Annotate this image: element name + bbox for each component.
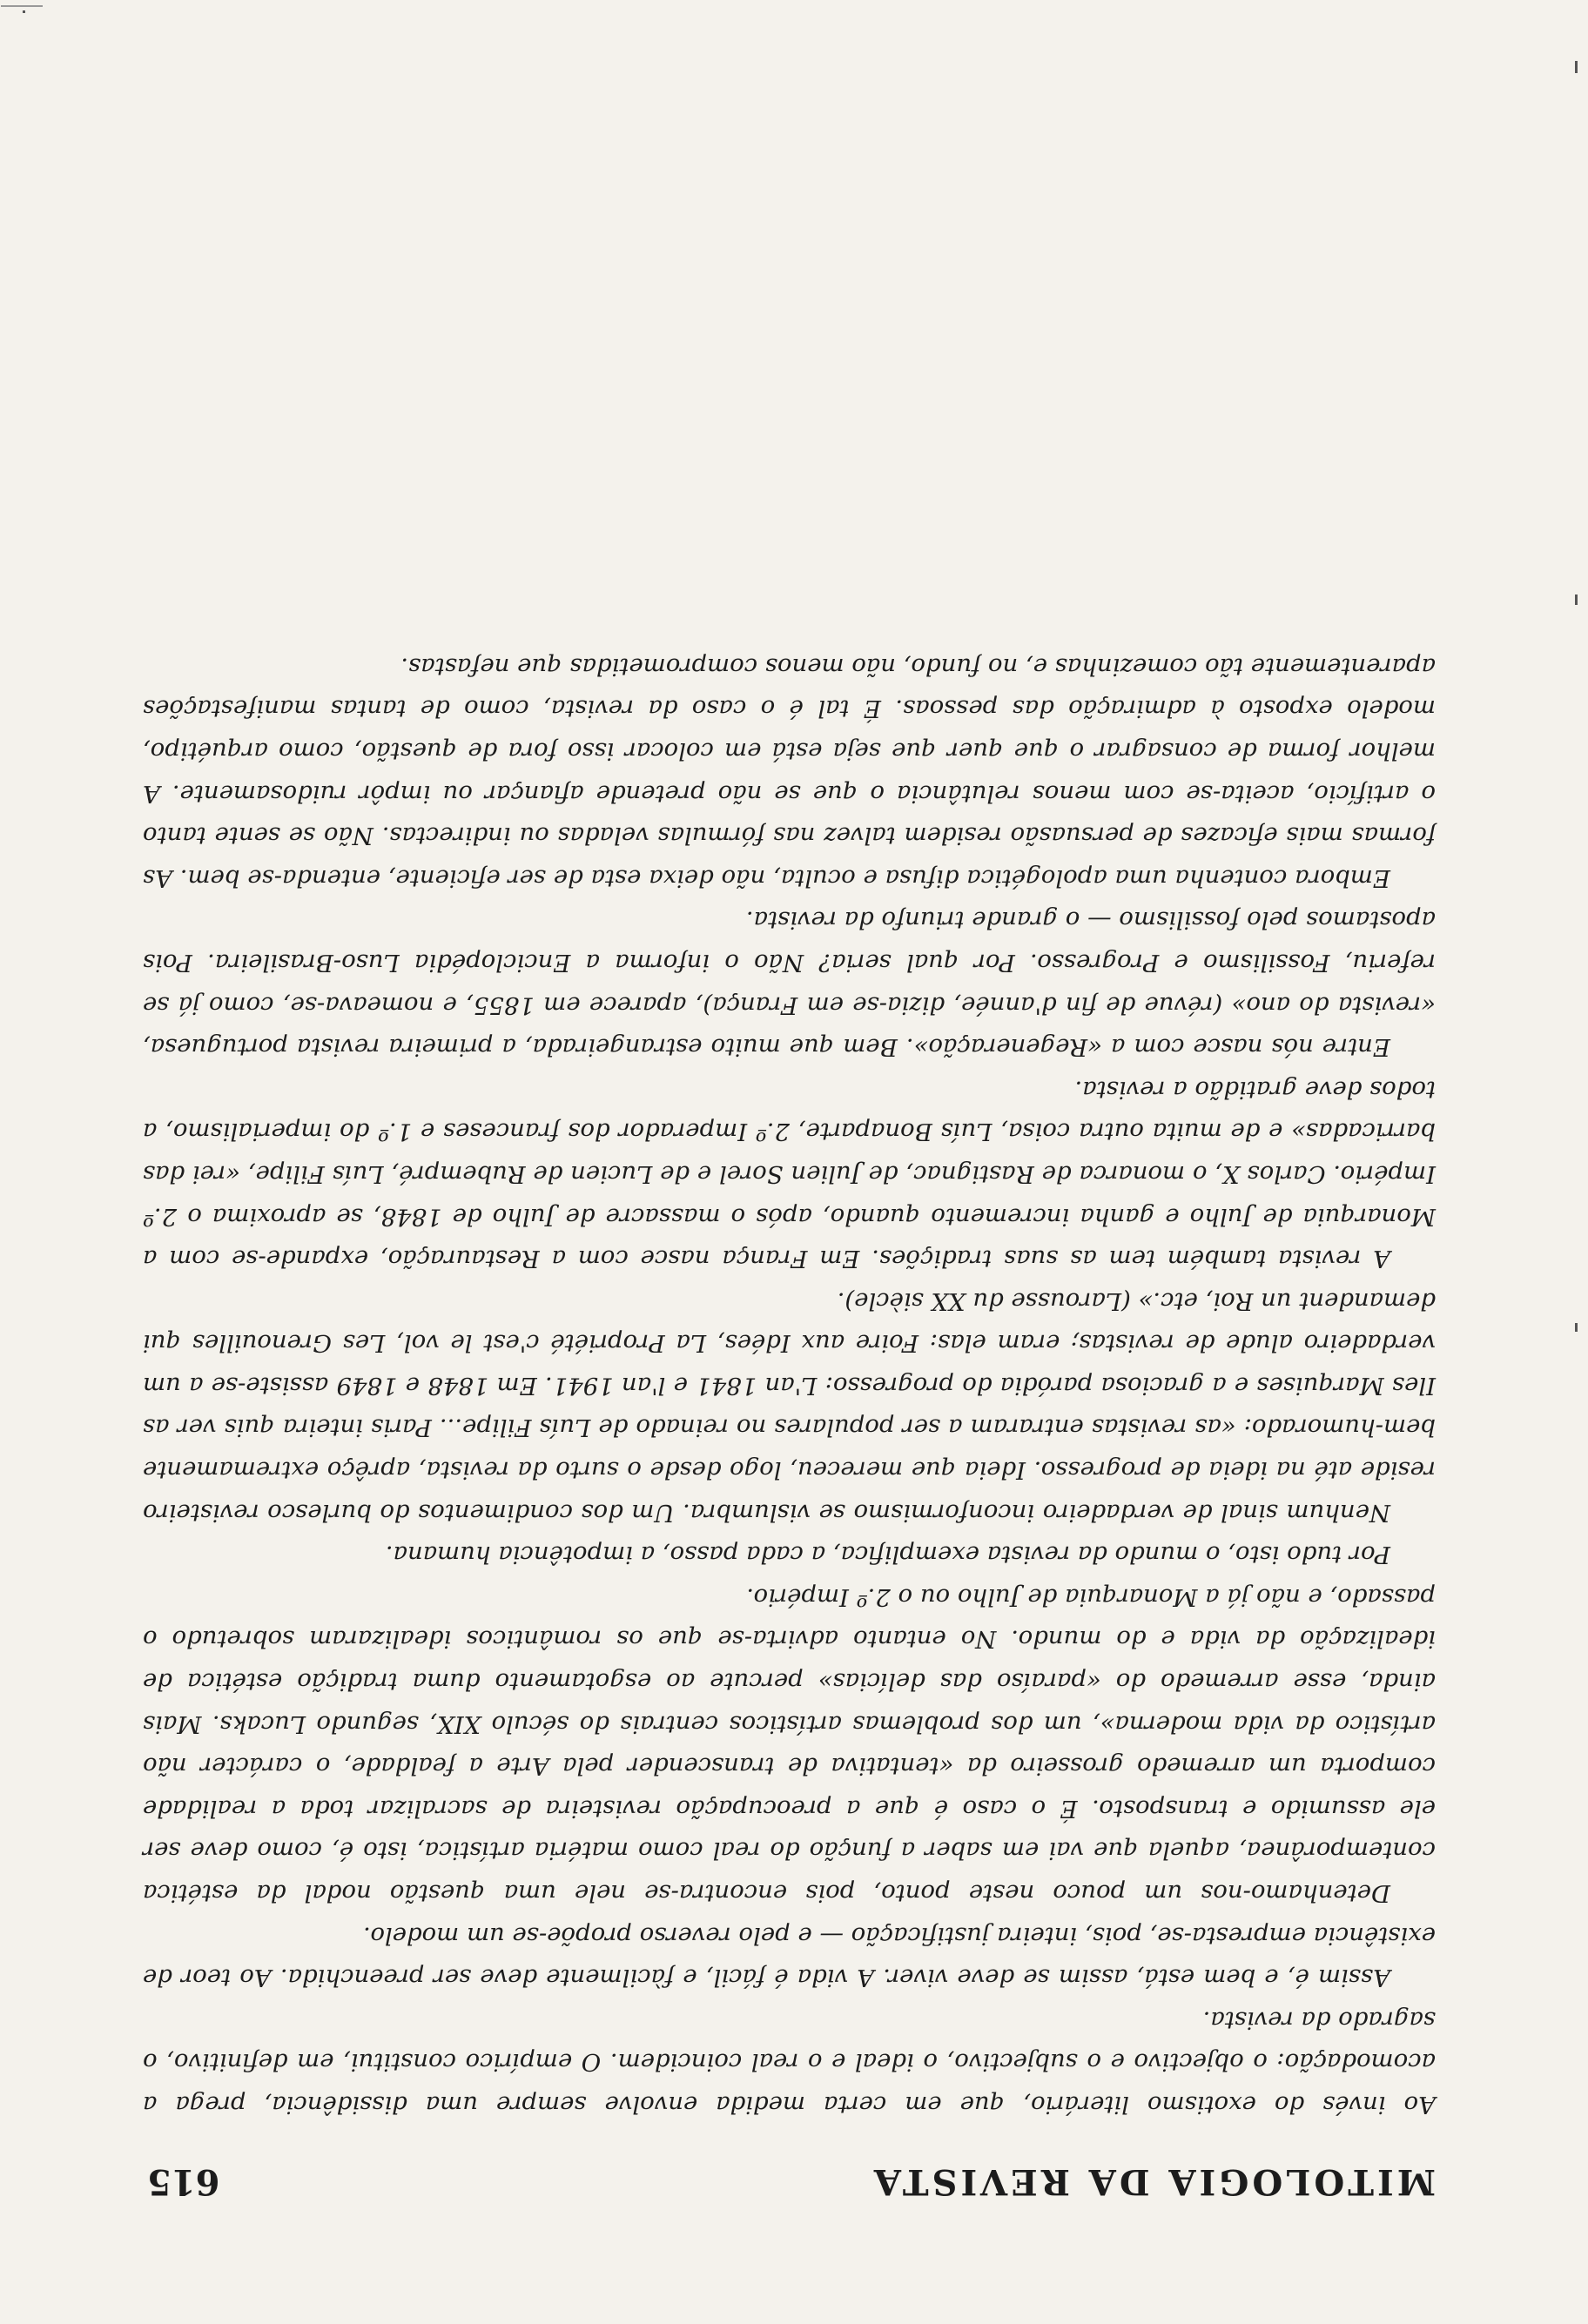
paragraph: Ao invés do exotismo literário, que em certa medida envolve sempre uma dissidência, prega a acomodação: o objectivo e o subjectivo, o ideal e o real coincidem. O empírico constitui, em definitivo, o sagrado da revista. [143, 2005, 1436, 2119]
scan-mark [1575, 61, 1578, 73]
scan-mark [1575, 594, 1578, 605]
paragraph: A revista também tem as suas tradições. Em França nasce com a Restauração, expande-se com a Monarquia de Julho e ganha incremento quando, após o massacre de Julho de 1848, se aproxima o 2.º Império. Carlos X, o monarca de Rastignac, de Julien Sorel e de Lucien de Rubempré, Luís Filipe, «rei das barricadas» e de muita outra coisa, Luís Bonaparte, 2.º Imperador dos franceses e 1.º do imperialismo, a todos deve gratidão a revista. [143, 1075, 1436, 1273]
page-header [147, 2150, 1436, 2211]
paragraph: Nenhum sinal de verdadeiro inconformismo se vislumbra. Um dos condimentos do burlesco revisteiro reside até na ideia de progresso. Ideia que mereceu, logo desde o surto da revista, aprêço extremamente bem-humorado: «as revistas entraram a ser populares no reinado de Luís Filipe... Paris inteira quis ver as Iles Marquises e a graciosa paródia do progresso: L'an 1841 e l'an 1941. Em 1848 e 1849 assiste-se a um verdadeiro alude de revistas; eram elas: Foire aux Idées, La Propriété c'est le vol, Les Grenouilles qui demandent un Roi, etc.» (Larousse du XX siècle). [143, 1286, 1436, 1527]
paragraph: Detenhamo-nos um pouco neste ponto, pois encontra-se nele uma questão nodal da estética contemporânea, aquela que vai em saber a função do real como matéria artística, isto é, como deve ser ele assumido e transposto. É o caso é que a preocupação revisteira de sacralizar toda a realidade comporta um arremedo grosseiro da «tentativa de transcender pela Arte a fealdade, o carácter não artístico da vida moderna», um dos problemas artísticos centrais do século XIX, segundo Lucaks. Mais ainda, esse arremedo do «paraíso das delícias» percute ao esgotamento duma tradição estética de idealização da vida e do mundo. No entanto advirta-se que os românticos idealizaram sobretudo o passado, e não já a Monarquia de Julho ou o 2.º Império. [143, 1582, 1436, 1908]
page-number: 615 [147, 2161, 220, 2202]
scan-mark [1, 5, 43, 7]
paragraph: Entre nós nasce com a «Regeneração». Bem que muito estrangeirada, a primeira revista portuguesa, «revista do ano» (révue de fin d'année, dizia-se em França), aparece em 1855, e nomeava-se, como já se referiu, Fossilismo e Progresso. Por qual seria? Não o informa a Enciclopédia Luso-Brasileira. Pois apostamos pelo fossilismo — o grande triunfo da revista. [143, 906, 1436, 1062]
scan-mark [1575, 1323, 1578, 1332]
paragraph: Embora contenha uma apologética difusa e oculta, não deixa esta de ser eficiente, entenda-se bem. As formas mais eficazes de persuasão residem talvez nas fórmulas veladas ou indirectas. Não se sente tanto o artifício, aceita-se com menos relutância o que se não pretende afiançar ou impôr ruidosamente. A melhor forma de consagrar o que quer que seja está em colocar isso fora de questão, como arquétipo, modelo exposto à admiração das pessoas. É tal é o caso da revista, como de tantas manifestações aparentemente tão comezinhas e, no fundo, não menos comprometidas que nefastas. [143, 652, 1436, 892]
body-text [143, 645, 1436, 2126]
paragraph: Assim é, e bem está, assim se deve viver. A vida é fácil, e fàcilmente deve ser preenchida. Ao teor de existência empresta-se, pois, inteira justificação — e pelo reverso propõe-se um modelo. [143, 1921, 1436, 1992]
scan-mark [23, 10, 25, 13]
paragraph: Por tudo isto, o mundo da revista exemplifica, a cada passo, a impotência humana. [385, 1541, 1390, 1569]
running-title: MITOLOGIA DA REVISTA [870, 2161, 1436, 2202]
